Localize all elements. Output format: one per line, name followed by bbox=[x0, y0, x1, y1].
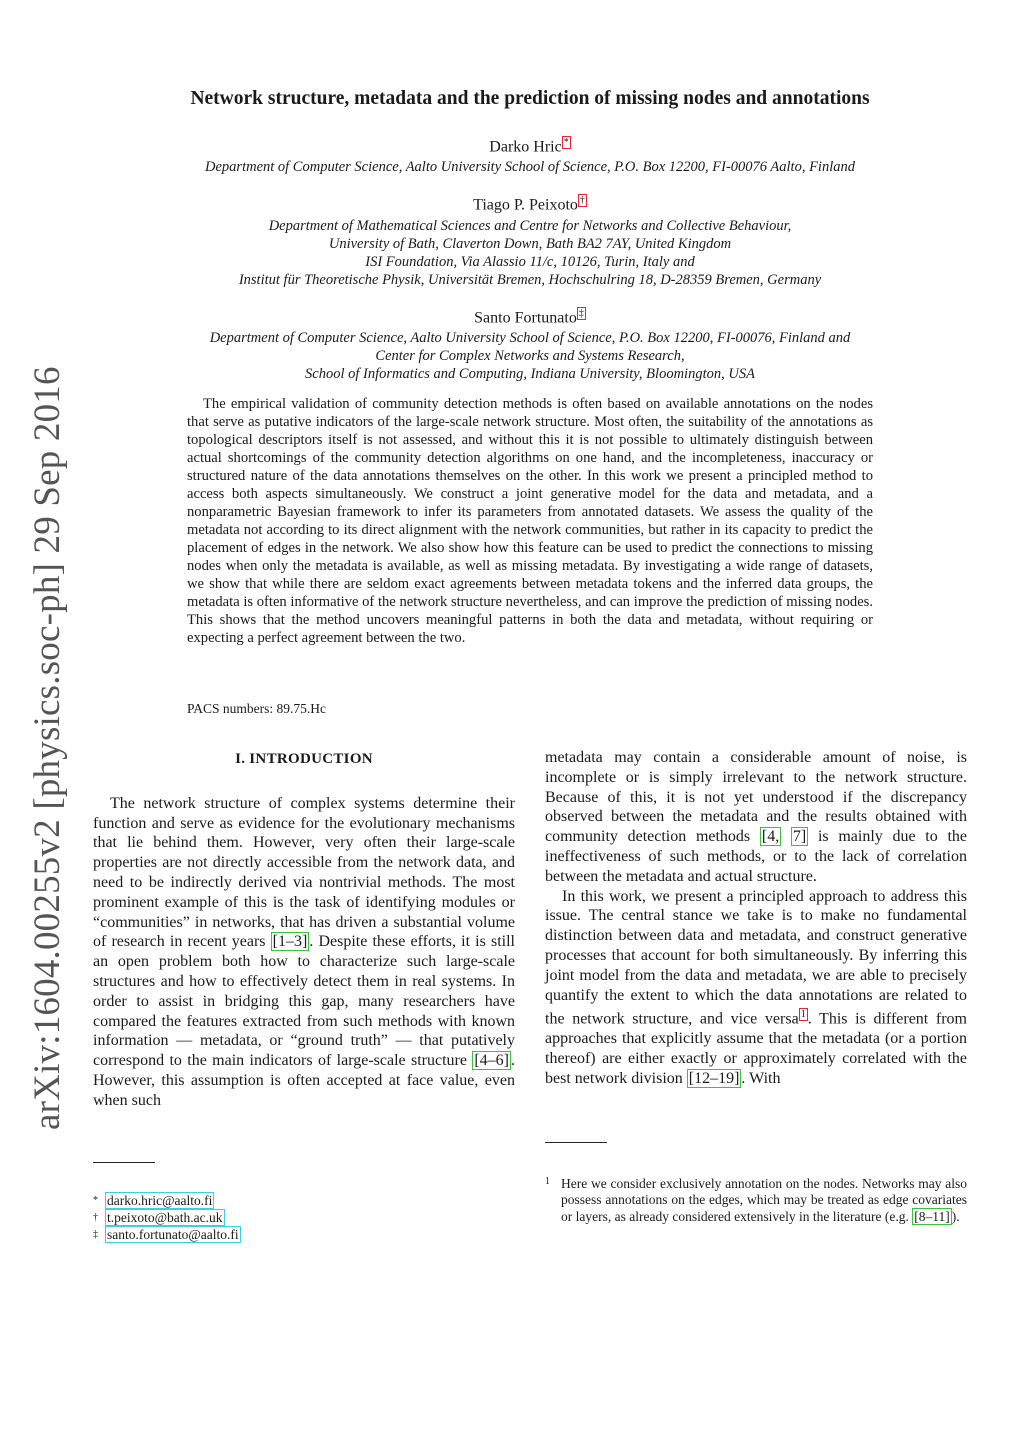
footnote bbox=[545, 1176, 967, 1225]
paper-title: Network structure, metadata and the prediction of missing nodes and annotations bbox=[190, 88, 870, 109]
author-footnote-link[interactable]: ‡ bbox=[578, 307, 584, 319]
email-link[interactable]: darko.hric@aalto.fi bbox=[107, 1193, 213, 1208]
author-list bbox=[80, 132, 980, 397]
author-block bbox=[80, 190, 980, 288]
section-heading: I. INTRODUCTION bbox=[235, 751, 373, 767]
affiliation: Center for Complex Networks and Systems Research, bbox=[375, 347, 685, 364]
affiliation: Department of Mathematical Sciences and Centre for Networks and Collective Behaviour, bbox=[268, 217, 792, 234]
citation-link[interactable]: [4–6] bbox=[474, 1052, 509, 1070]
right-column bbox=[545, 748, 967, 1089]
body-paragraph: metadata may contain a considerable amount of noise, is incomplete or is simply irrelevant to the network structure. Because of this, it is not yet understood if the discrepancy observed between the metadata and the results obtained with community detection methods [4, 7] is mainly due to the ineffectiveness of such methods, or to the lack of correlation between the metadata and actual structure. bbox=[545, 749, 968, 885]
author-name: Darko Hric * bbox=[489, 137, 569, 156]
footnote-number: 1 bbox=[545, 1176, 550, 1187]
email-link[interactable]: santo.fortunato@aalto.fi bbox=[107, 1227, 239, 1242]
pacs-numbers: PACS numbers: 89.75.Hc bbox=[187, 701, 327, 716]
author-block bbox=[80, 132, 980, 176]
footnote-link[interactable]: 1 bbox=[800, 1009, 806, 1021]
author-block bbox=[80, 303, 980, 383]
affiliation: Department of Computer Science, Aalto University School of Science, P.O. Box 12200, FI-00076 Aalto, Finland bbox=[205, 159, 855, 176]
arxiv-identifier: arXiv:1604.00255v2 [physics.soc-ph] 29 Sep 2016 bbox=[27, 366, 68, 1130]
citation-link[interactable]: [12–19] bbox=[688, 1070, 740, 1088]
left-column bbox=[93, 748, 515, 1111]
citation-link[interactable]: 7] bbox=[792, 828, 807, 846]
affiliation: Institut für Theoretische Physik, Universität Bremen, Hochschulring 18, D-28359 Bremen, Germany bbox=[238, 271, 822, 288]
footnote-divider bbox=[93, 1162, 155, 1163]
email-link[interactable]: t.peixoto@bath.ac.uk bbox=[107, 1210, 223, 1225]
affiliation: Department of Computer Science, Aalto University School of Science, P.O. Box 12200, FI-00076, Finland and bbox=[209, 329, 851, 346]
affiliation: School of Informatics and Computing, Indiana University, Bloomington, USA bbox=[305, 365, 755, 382]
email-line: † t.peixoto@bath.ac.uk bbox=[93, 1210, 223, 1225]
author-footnote-link[interactable]: † bbox=[579, 195, 585, 207]
author-name: Tiago P. Peixoto † bbox=[473, 195, 585, 214]
email-line: * darko.hric@aalto.fi bbox=[93, 1193, 213, 1208]
affiliation: ISI Foundation, Via Alassio 11/c, 10126, Turin, Italy and bbox=[365, 253, 695, 270]
citation-link[interactable]: [4, bbox=[761, 828, 780, 846]
footnote-text: Here we consider exclusively annotation on the nodes. Networks may also possess annotations on the edges, which may be treated as edge covariates or layers, as already considered extensively in the literature (e.g. [8–11] ). bbox=[561, 1176, 967, 1224]
author-emails bbox=[93, 1192, 241, 1243]
citation-link[interactable]: [8–11] bbox=[914, 1208, 950, 1224]
body-paragraph: The network structure of complex systems determine their function and serve as evidence for the evolutionary mechanisms that lie behind them. However, very often their large-scale properties are not directly accessible from the network data, and need to be indirectly derived via nontrivial methods. The most prominent example of this is the task of identifying modules or “communities” in networks, that has driven a substantial volume of research in recent years [1–3] . Despite these efforts, it is still an open problem both how to characterize such large-scale structures and how to effectively detect them in real systems. In order to assist in bridging this gap, many researchers have compared the features extracted from such methods with known information — metadata, or “ground truth” — that putatively correspond to the main indicators of large-scale structure [4–6] . However, this assumption is often accepted at face value, even when such bbox=[93, 794, 515, 1109]
author-name: Santo Fortunato ‡ bbox=[474, 307, 584, 326]
author-footnote-link[interactable]: * bbox=[563, 137, 569, 148]
affiliation: University of Bath, Claverton Down, Bath BA2 7AY, United Kingdom bbox=[328, 235, 732, 252]
abstract: The empirical validation of community detection methods is often based on available annotations on the nodes that serve as putative indicators of the large-scale network structure. Most often, the suitability of the annotations as topological descriptors itself is not assessed, and without this it is not possible to ultimately distinguish between actual shortcomings of the community detection algorithms on one hand, and the incompleteness, inaccuracy or structured nature of the data annotations themselves on the other. In this work we present a principled method to access both aspects simultaneously. We construct a joint generative model for the data and metadata, and a nonparametric Bayesian framework to infer its parameters from annotated datasets. We assess the quality of the metadata not according to its direct alignment with the network communities, but rather in its capacity to predict the placement of edges in the network. We also show how this feature can be used to predict the connections to missing nodes when only the metadata is available, as well as missing metadata. By investigating a wide range of datasets, we show that while there are seldom exact agreements between metadata tokens and the inferred data groups, the metadata is often informative of the network structure nevertheless, and can improve the prediction of missing nodes. This shows that the method uncovers meaningful patterns in both the data and metadata, without requiring or expecting a perfect agreement between the two. bbox=[187, 396, 873, 646]
citation-link[interactable]: [1–3] bbox=[272, 933, 308, 951]
footnote-divider bbox=[545, 1142, 607, 1143]
email-line: ‡ santo.fortunato@aalto.fi bbox=[93, 1227, 239, 1242]
body-paragraph: In this work, we present a principled approach to address this issue. The central stance we take is to make no fundamental distinction between data and metadata, and construct generative processes that account for both simultaneously. By inferring this joint model from the data and metadata, we are able to precisely quantify the extent to which the data annotations are related to the network structure, and vice versa $^1$ . This is different from approaches that explicitly assume that the metadata (or a portion thereof) are either exactly or approximately correlated with the best network division [12–19] . With bbox=[545, 887, 968, 1088]
